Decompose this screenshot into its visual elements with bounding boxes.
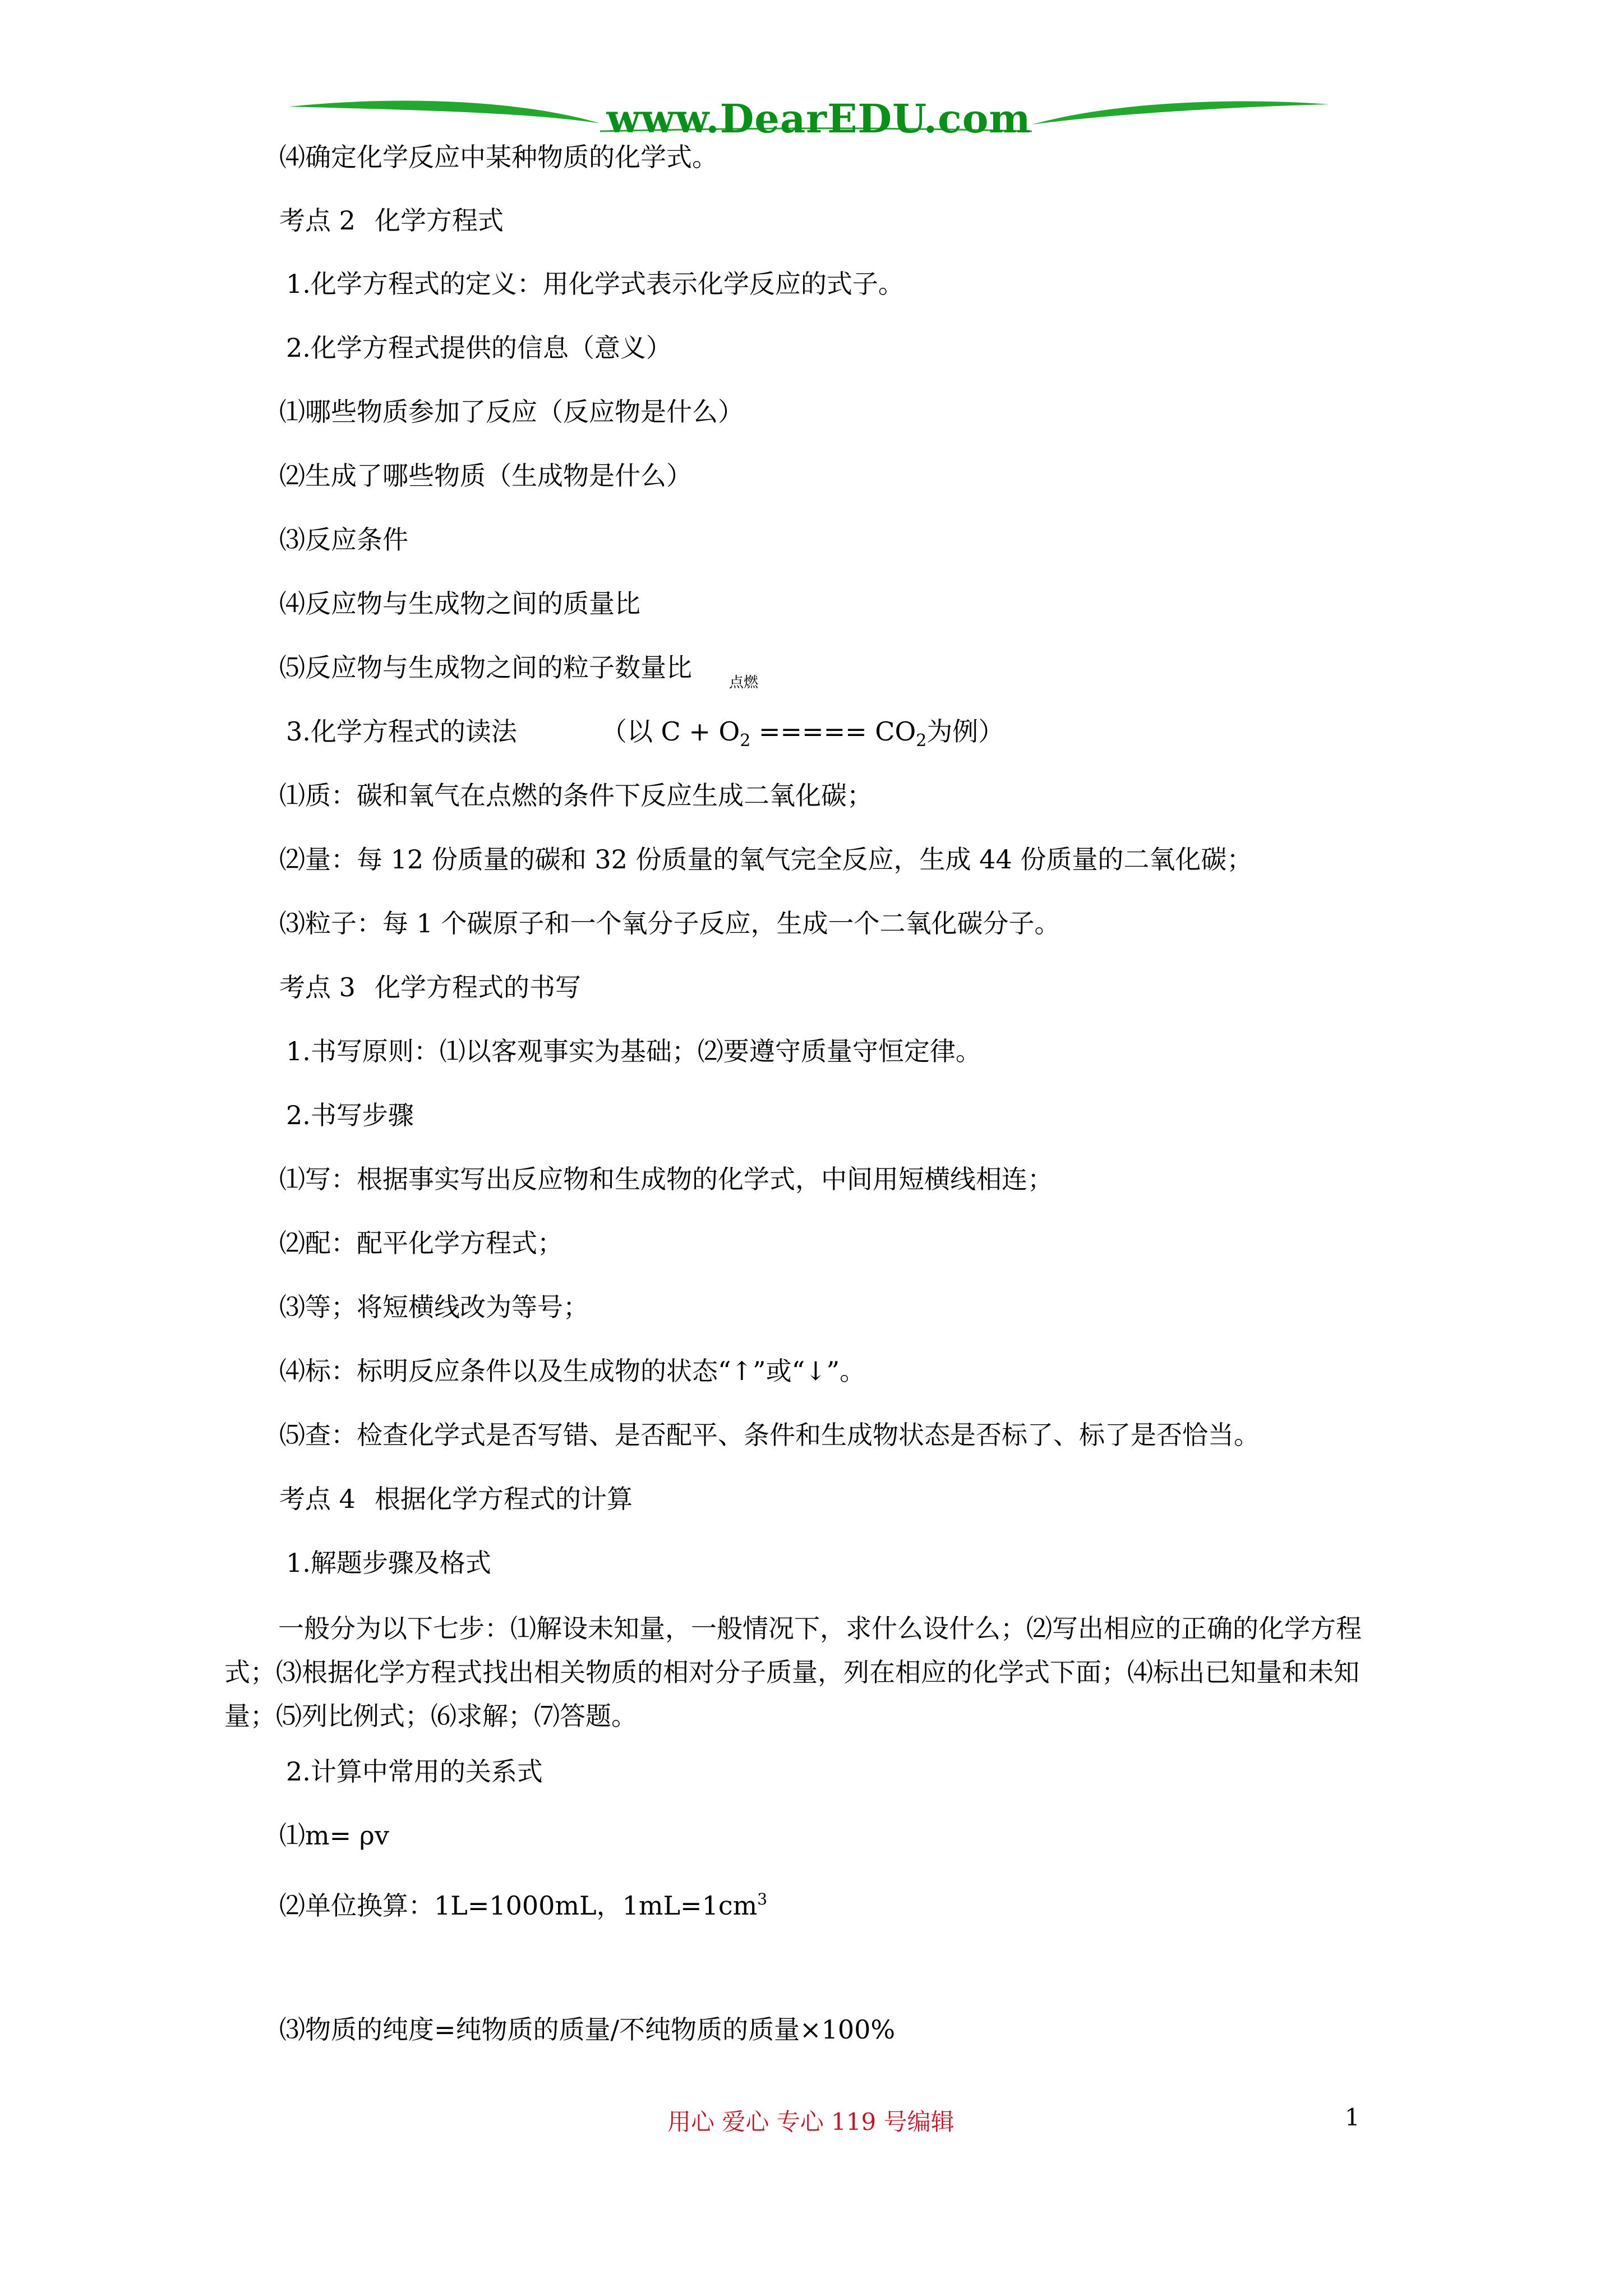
- equation-open: （以 C + O: [601, 716, 740, 747]
- paragraph: 一般分为以下七步：⑴解设未知量，一般情况下，求什么设什么；⑵写出相应的正确的化学方程式；⑶根据化学方程式找出相关物质的相对分子质量，列在相应的化学式下面；⑷标出已知量和未知量；⑸列比例式；⑹求解；⑺答题。: [224, 1613, 1362, 1731]
- unit-text: ⑵单位换算：1L=1000mL，1mL=1cm: [279, 1890, 758, 1921]
- kaodian-number: 考点 2: [279, 205, 356, 236]
- text-line: ⑷反应物与生成物之间的质量比: [279, 588, 640, 619]
- unit-conversion-line: [279, 1884, 767, 1921]
- text-line: ⑴质：碳和氧气在点燃的条件下反应生成二氧化碳；: [279, 780, 873, 811]
- reading-label: 3.化学方程式的读法: [286, 716, 517, 747]
- text-line: ⑴写：根据事实写出反应物和生成物的化学式，中间用短横线相连；: [279, 1164, 1053, 1194]
- text-line: ⑵生成了哪些物质（生成物是什么）: [279, 461, 692, 491]
- text-line: 2.书写步骤: [286, 1100, 414, 1130]
- kaodian-heading: [279, 205, 504, 236]
- text-line: ⑶等；将短横线改为等号；: [279, 1292, 589, 1322]
- text-line: ⑵配：配平化学方程式；: [279, 1228, 563, 1258]
- text-line: ⑴m= ρv: [279, 1820, 389, 1851]
- text-line: 2.计算中常用的关系式: [286, 1756, 543, 1787]
- text-line: 1.书写原则：⑴以客观事实为基础；⑵要遵守质量守恒定律。: [286, 1036, 981, 1066]
- text-line: ⑸查：检查化学式是否写错、是否配平、条件和生成物状态是否标了、标了是否恰当。: [279, 1420, 1260, 1450]
- text-line: ⑶物质的纯度=纯物质的质量/不纯物质的质量×100%: [279, 2014, 896, 2045]
- text-line: ⑵量：每 12 份质量的碳和 32 份质量的氧气完全反应，生成 44 份质量的二氧化碳；: [279, 844, 1253, 875]
- text-line: ⑴哪些物质参加了反应（反应物是什么）: [279, 397, 744, 427]
- text-line: ⑶反应条件: [279, 524, 408, 555]
- text-line: 1.解题步骤及格式: [286, 1548, 491, 1578]
- equation-close: 为例）: [926, 716, 1004, 747]
- text-line: 2.化学方程式提供的信息（意义）: [286, 333, 672, 363]
- kaodian-number: 考点 4: [279, 1484, 356, 1514]
- text-line: ⑶粒子：每 1 个碳原子和一个氧分子反应，生成一个二氧化碳分子。: [279, 908, 1061, 938]
- kaodian-title: 化学方程式: [375, 205, 504, 236]
- reading-method-line: [286, 716, 1004, 757]
- superscript: 3: [757, 1890, 768, 1908]
- kaodian-number: 考点 3: [279, 972, 356, 1002]
- kaodian-title: 根据化学方程式的计算: [375, 1484, 633, 1514]
- footer-text: 用心 爱心 专心 119 号编辑: [667, 2108, 955, 2136]
- subscript: 2: [916, 731, 927, 751]
- subscript: 2: [740, 731, 751, 751]
- kaodian-heading: [279, 1483, 633, 1515]
- page-number: 1: [1345, 2104, 1360, 2131]
- text-line: 1.化学方程式的定义：用化学式表示化学反应的式子。: [286, 269, 904, 299]
- text-line: ⑷标：标明反应条件以及生成物的状态“↑”或“↓”。: [279, 1356, 866, 1386]
- site-logo[interactable]: www.DearEDU.com: [606, 95, 1031, 142]
- reaction-condition-label: 点燃: [729, 674, 759, 691]
- text-line: ⑸反应物与生成物之间的粒子数量比: [279, 652, 692, 683]
- text-line: ⑷确定化学反应中某种物质的化学式。: [279, 142, 718, 172]
- kaodian-heading: [279, 972, 581, 1003]
- equation-equals: ===== CO: [750, 716, 916, 747]
- kaodian-title: 化学方程式的书写: [375, 972, 581, 1002]
